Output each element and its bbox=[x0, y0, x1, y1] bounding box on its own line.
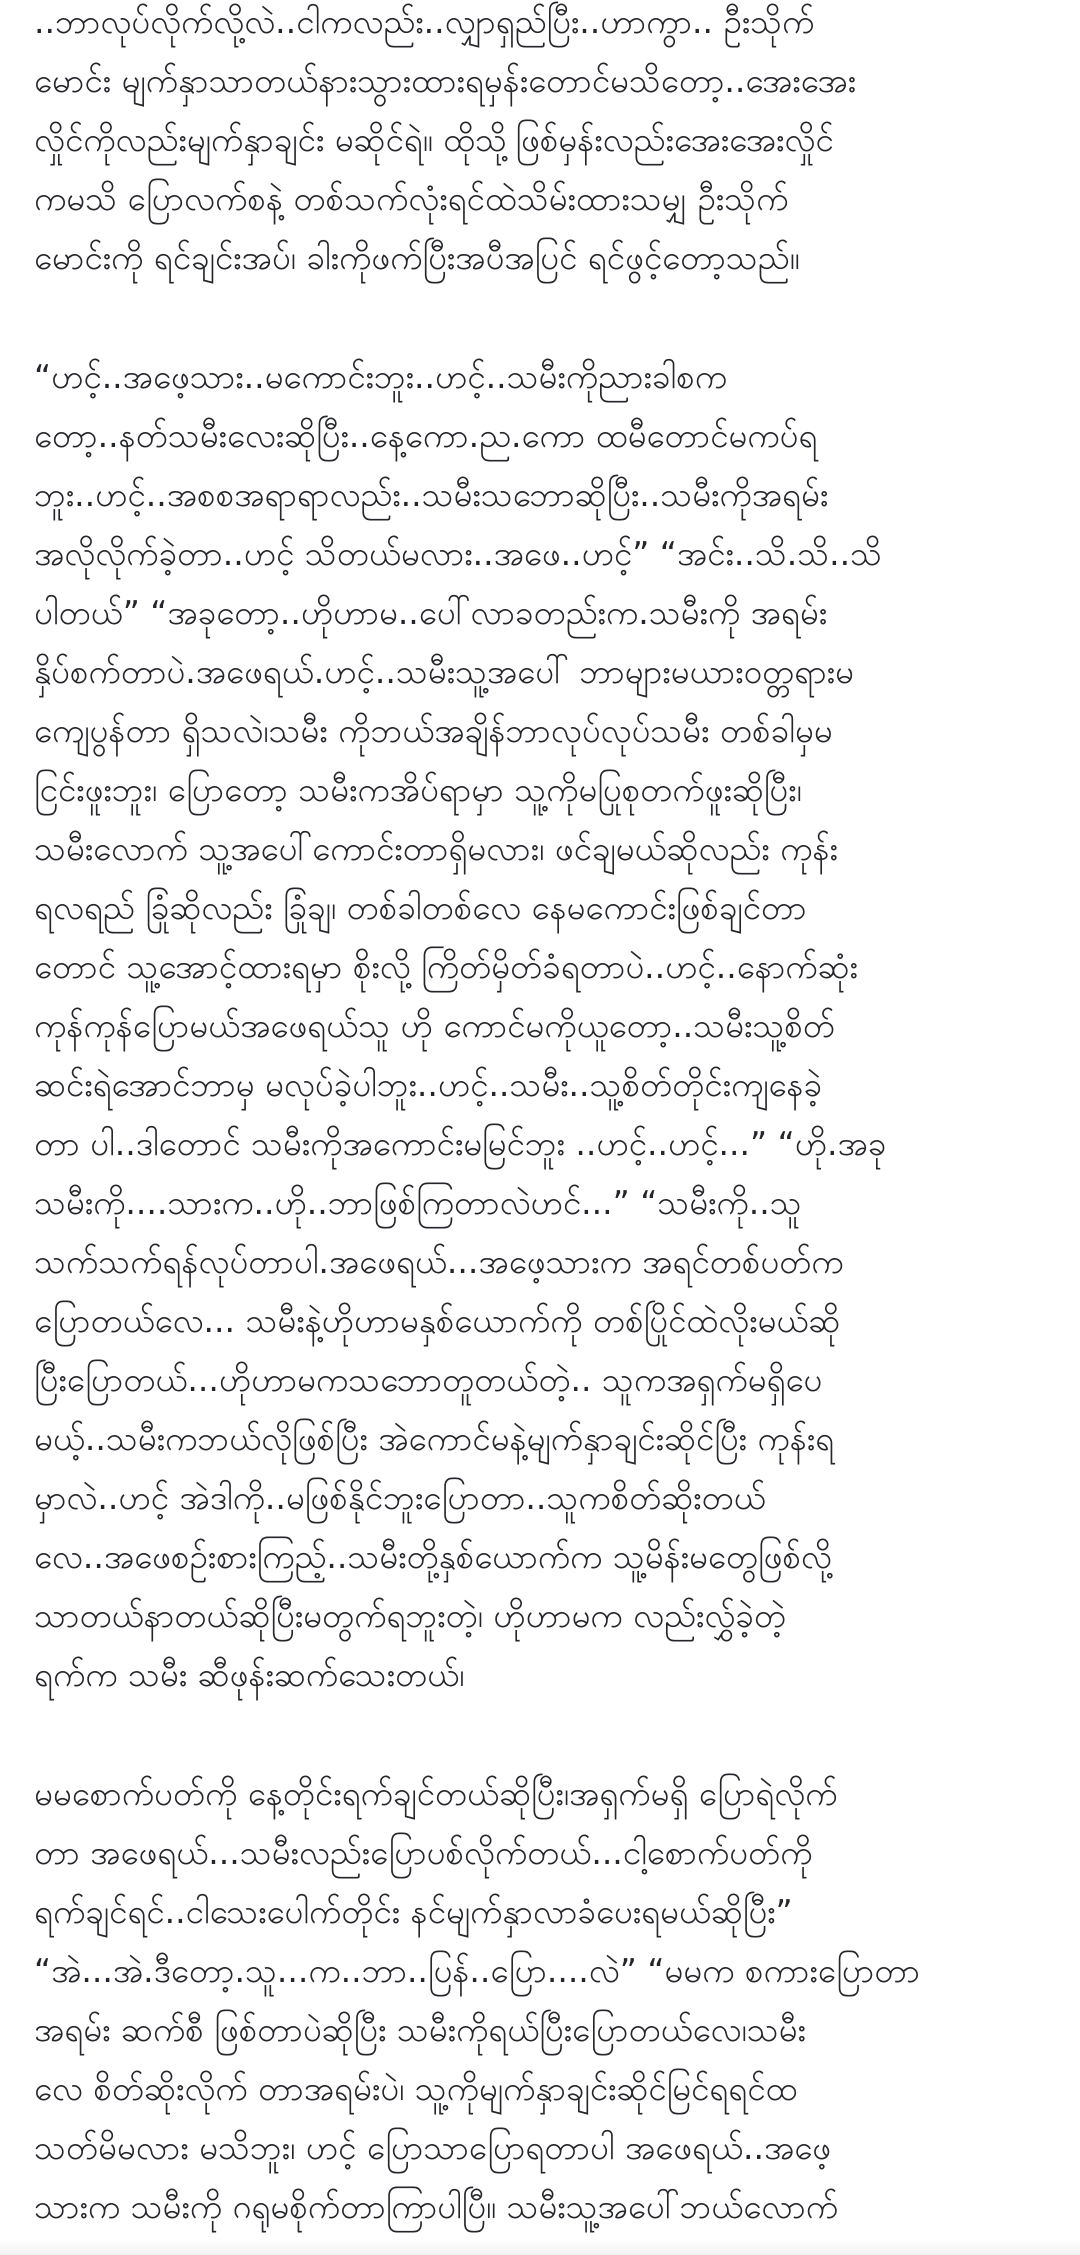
paragraph: ..ဘာလုပ်လိုက်လို့လဲ..ငါကလည်း..လျှာရှည်ပြီး..ဟာကွာ.. ဦးသိုက် မောင်း မျက်နှာသာတယ်နားသွားထားရမှန်းတောင်မသိတော့..အေးအေး လှိုင်ကိုလည်းမျက်နှာချင်း မဆိုင်ရဲ။ ထိုသို့ဖြစ်မှန်းလည်းအေးအေးလှိုင် ကမသိ ပြောလက်စနဲ့ တစ်သက်လုံးရင်ထဲသိမ်းထားသမျှ ဦးသိုက် မောင်းကို ရင်ချင်းအပ်၊ ခါးကိုဖက်ပြီးအပီအပြင် ရင်ဖွင့်တော့သည်။ bbox=[34, 2, 856, 277]
paragraph: မမစောက်ပတ်ကို နေ့တိုင်းရက်ချင်တယ်ဆိုပြီး၊အရှက်မရှိ ပြောရဲလိုက် တာ အဖေရယ်...သမီးလည်းပြောပစ်လိုက်တယ်...ငါ့စောက်ပတ်ကို ရက်ချင်ရင်..ငါသေးပေါက်တိုင်း နင်မျက်နှာလာခံပေးရမယ်ဆိုပြီး” “အဲ...အဲ.ဒီတော့.သူ...က..ဘာ..ပြန်..ပြော....လဲ” “မမက စကားပြောတာ အရမ်း ဆက်စီ ဖြစ်တာပဲဆိုပြီး သမီးကိုရယ်ပြီးပြောတယ်လေ၊သမီး လေ စိတ်ဆိုးလိုက် တာအရမ်းပဲ၊ သူ့ကိုမျက်နှာချင်းဆိုင်မြင်ရရင်ထ သတ်မိမလား မသိဘူး၊ ဟင့် ပြောသာပြောရတာပါ အဖေရယ်..အဖေ့ သားက သမီးကို ဂရုမစိုက်တာကြာပါပြီ။ သမီးသူ့အပေါ်ဘယ်လောက် bbox=[34, 1774, 920, 2226]
paragraph: “ဟင့်..အဖေ့သား..မကောင်းဘူး..ဟင့်..သမီးကိုညားခါစက တော့..နတ်သမီးလေးဆိုပြီး..နေ့ကော.ည.ကော ထမီတောင်မကပ်ရ ဘူး..ဟင့်..အစစအရာရာလည်း..သမီးသဘောဆိုပြီး..သမီးကိုအရမ်း အလိုလိုက်ခဲ့တာ..ဟင့် သိတယ်မလား..အဖေ..ဟင့်” “အင်း..သိ.သိ..သိ ပါတယ်” “အခုတော့..ဟိုဟာမ..ပေါ်လာခတည်းက.သမီးကို အရမ်း နှိပ်စက်တာပဲ.အဖေရယ်.ဟင့်..သမီးသူ့အပေါ် ဘာများမယားဝတ္တရားမ ကျေပွန်တာ ရှိသလဲ၊သမီး ကိုဘယ်အချိန်ဘာလုပ်လုပ်သမီး တစ်ခါမှမ ငြင်းဖူးဘူး၊ ပြောတော့ သမီးကအိပ်ရာမှာ သူ့ကိုမပြုစုတက်ဖူးဆိုပြီး၊ သမီးလောက် သူ့အပေါ်ကောင်းတာရှိမလား၊ ဖင်ချမယ်ဆိုလည်း ကုန်း ရလရည် ခြုံဆိုလည်း ခြုံချ၊ တစ်ခါတစ်လေ နေမကောင်းဖြစ်ချင်တာ တောင် သူ့အောင့်ထားရမှာ စိုးလို့ ကြိတ်မှိတ်ခံရတာပဲ..ဟင့်..နောက်ဆုံး ကုန်ကုန်ပြောမယ်အဖေရယ်သူ ဟို ကောင်မကိုယူတော့..သမီးသူ့စိတ် ဆင်းရဲအောင်ဘာမှ မလုပ်ခဲ့ပါဘူး..ဟင့်..သမီး..သူ့စိတ်တိုင်းကျနေခဲ့ တာ ပါ..ဒါတောင် သမီးကိုအကောင်းမမြင်ဘူး ..ဟင့်..ဟင့်...” “ဟို.အခု သမီးကို....သားက..ဟို..ဘာဖြစ်ကြတာလဲဟင်...” “သမီးကို..သူ သက်သက်ရန်လုပ်တာပါ.အဖေရယ်...အဖေ့သားက အရင်တစ်ပတ်က ပြောတယ်လေ... သမီးနဲ့ဟိုဟာမနှစ်ယောက်ကို တစ်ပြိုင်ထဲလိုးမယ်ဆို ပြီးပြောတယ်...ဟိုဟာမကသဘောတူတယ်တဲ့.. သူကအရှက်မရှိပေ မယ့်..သမီးကဘယ်လိုဖြစ်ပြီး အဲကောင်မနဲ့မျက်နှာချင်းဆိုင်ပြီး ကုန်းရ မှာလဲ..ဟင့် အဲဒါကို..မဖြစ်နိုင်ဘူးပြောတာ..သူကစိတ်ဆိုးတယ် လေ..အဖေစဉ်းစားကြည့်..သမီးတို့နှစ်ယောက်က သူ့မိန်းမတွေဖြစ်လို့ သာတယ်နာတယ်ဆိုပြီးမတွက်ရဘူးတဲ့၊ ဟိုဟာမက လည်းလွှ်ခဲ့တဲ့ ရက်က သမီး ဆီဖုန်းဆက်သေးတယ်၊ bbox=[34, 357, 887, 1694]
story-text bbox=[34, 0, 1044, 2255]
bottom-edge-shadow bbox=[0, 2239, 1080, 2255]
